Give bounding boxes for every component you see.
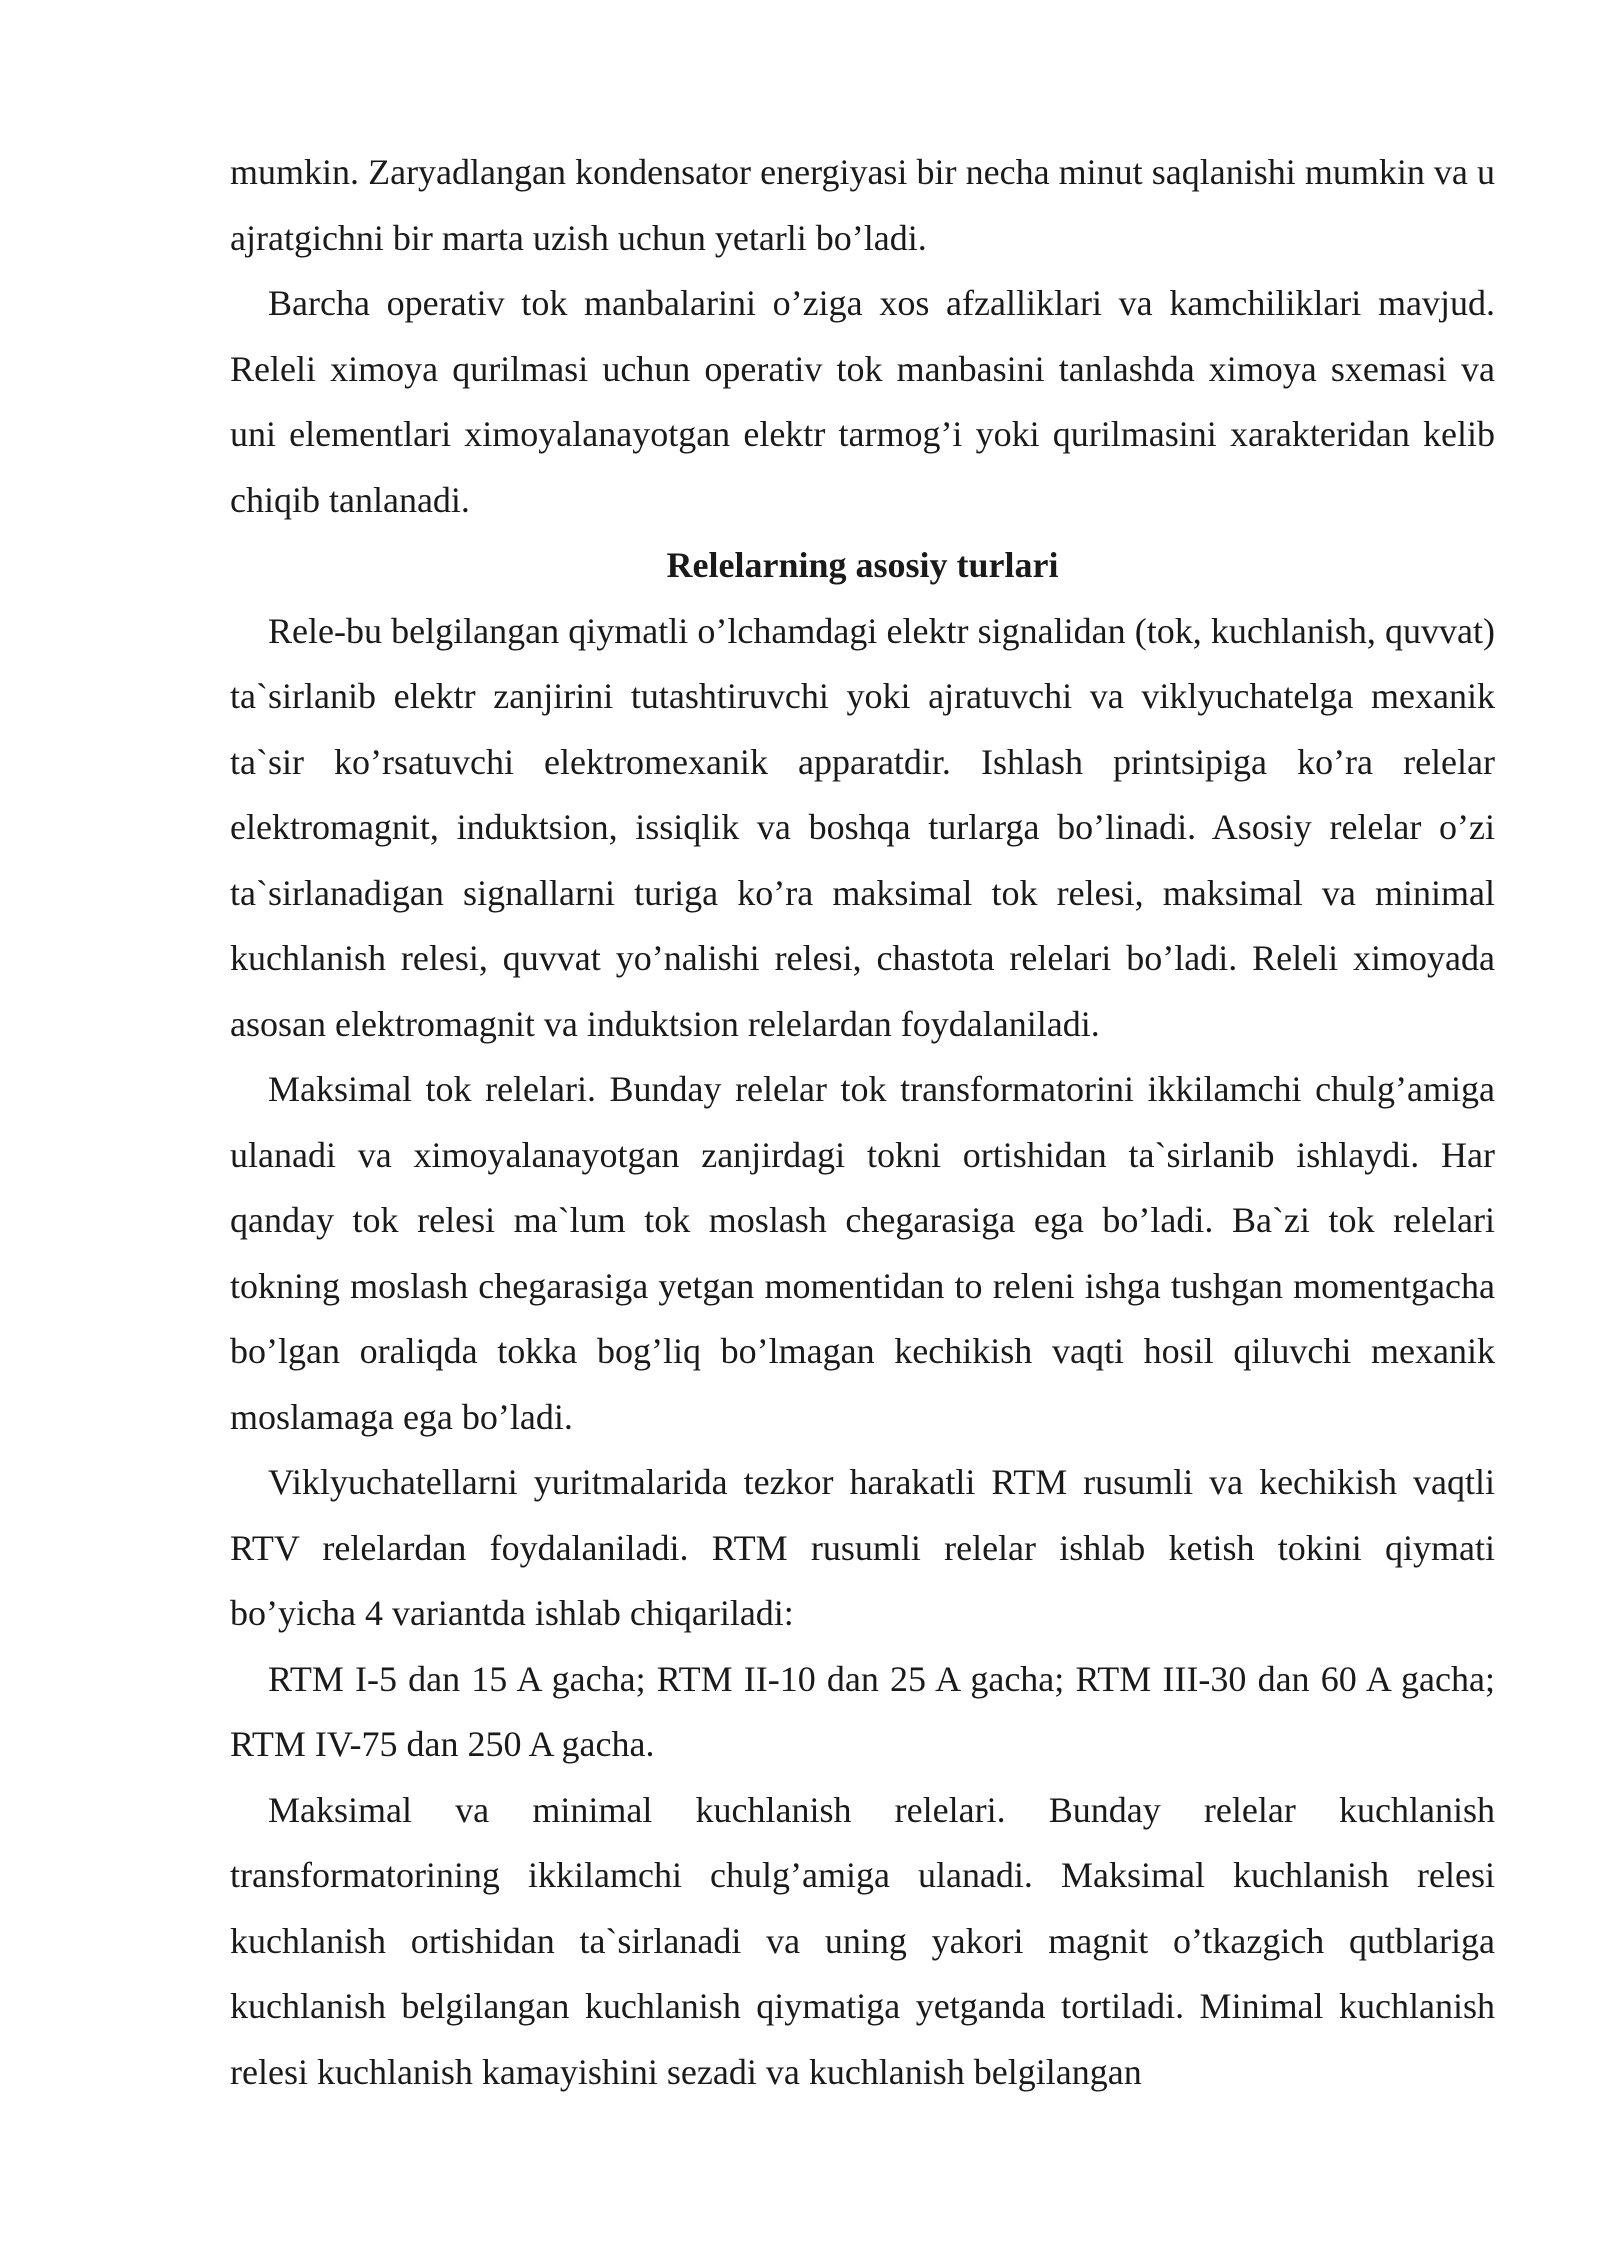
paragraph-viklyuchatel: Viklyuchatellarni yuritmalarida tezkor harakatli RTM rusumli va kechikish vaqtli RTV relelardan foydalaniladi. RTM rusumli relelar ishlab ketish tokini qiymati bo’yicha 4 variantda ishlab chiqariladi:: [230, 1462, 1495, 1633]
paragraph-rele-definition: Rele-bu belgilangan qiymatli o’lchamdagi elektr signalidan (tok, kuchlanish, quvvat) ta`sirlanib elektr zanjirini tutashtiruvchi yoki ajratuvchi va viklyuchatelga mexanik ta`sir ko’rsatuvchi elektromexanik apparatdir. Ishlash printsipiga ko’ra relelar elektromagnit, induktsion, issiqlik va boshqa turlarga bo’linadi. Asosiy relelar o’zi ta`sirlanadigan signallarni turiga ko’ra maksimal tok relesi, maksimal va minimal kuchlanish relesi, quvvat yo’nalishi relesi, chastota relelari bo’ladi. Releli ximoyada asosan elektromagnit va induktsion relelardan foydalaniladi.: [230, 610, 1495, 1044]
paragraph-maksimal-tok: Maksimal tok relelari. Bunday relelar tok transformatorini ikkilamchi chulg’amiga ulanadi va ximoyalanayotgan zanjirdagi tokni ortishidan ta`sirlanib ishlaydi. Har qanday tok relesi ma`lum tok moslash chegarasiga ega bo’ladi. Ba`zi tok relelari tokning moslash chegarasiga yetgan momentidan to releni ishga tushgan momentgacha bo’lgan oraliqda tokka bog’liq bo’lmagan kechikish vaqti hosil qiluvchi mexanik moslamaga ega bo’ladi.: [230, 1069, 1495, 1437]
paragraph-operativ-tok: Barcha operativ tok manbalarini o’ziga xos afzalliklari va kamchiliklari mavjud. Releli ximoya qurilmasi uchun operativ tok manbasini tanlashda ximoya sxemasi va uni elementlari ximoyalanayotgan elektr tarmog’i yoki qurilmasini xarakteridan kelib chiqib tanlanadi.: [230, 283, 1495, 520]
document-page: [230, 140, 1495, 2105]
paragraph-kuchlanish-relelari: Maksimal va minimal kuchlanish relelari. Bunday relelar kuchlanish transformatorining ikkilamchi chulg’amiga ulanadi. Maksimal kuchlanish relesi kuchlanish ortishidan ta`sirlanadi va uning yakori magnit o’tkazgich qutblariga kuchlanish belgilangan kuchlanish qiymatiga yetganda tortiladi. Minimal kuchlanish relesi kuchlanish kamayishini sezadi va kuchlanish belgilangan: [230, 1789, 1495, 2092]
section-heading: Relelarning asosiy turlari: [666, 545, 1059, 585]
paragraph-rtm-variants: RTM I-5 dan 15 A gacha; RTM II-10 dan 25 A gacha; RTM III-30 dan 60 A gacha; RTM IV-75 dan 250 A gacha.: [230, 1658, 1495, 1764]
paragraph-continuation: mumkin. Zaryadlangan kondensator energiyasi bir necha minut saqlanishi mumkin va u ajratgichni bir marta uzish uchun yetarli bo’ladi.: [230, 152, 1495, 258]
